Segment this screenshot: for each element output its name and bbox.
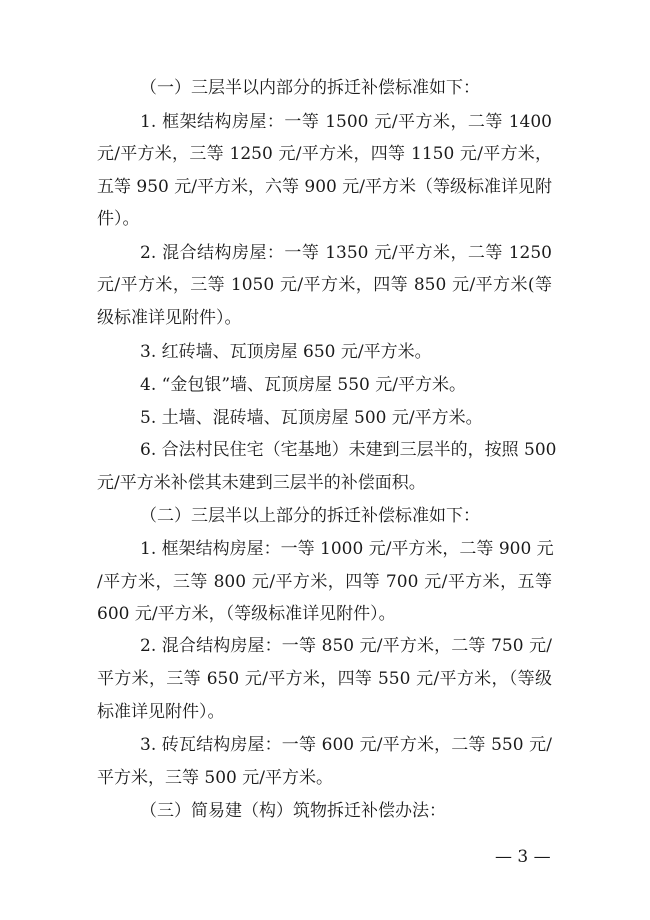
paragraph-line: 五等 950 元/平方米，六等 900 元/平方米（等级标准详见附 (97, 177, 552, 197)
paragraph-line: 元/平方米，三等 1050 元/平方米，四等 850 元/平方米(等 (97, 275, 552, 295)
paragraph-line: 3. 砖瓦结构房屋：一等 600 元/平方米，二等 550 元/ (140, 735, 552, 755)
page-number: — 3 — (495, 847, 551, 867)
paragraph-line: 2. 混合结构房屋：一等 1350 元/平方米，二等 1250 (140, 243, 552, 263)
paragraph-line: 1. 框架结构房屋：一等 1000 元/平方米，二等 900 元 (140, 539, 554, 559)
paragraph-line: /平方米，三等 800 元/平方米，四等 700 元/平方米，五等 (97, 572, 552, 592)
paragraph-line: 元/平方米补偿其未建到三层半的补偿面积。 (97, 473, 426, 493)
paragraph-line: 5. 土墙、混砖墙、瓦顶房屋 500 元/平方米。 (140, 408, 483, 428)
paragraph-line: 2. 混合结构房屋：一等 850 元/平方米，二等 750 元/ (140, 636, 552, 656)
section-heading-2: （二）三层半以上部分的拆迁补偿标准如下： (140, 506, 480, 526)
paragraph-line: 1. 框架结构房屋：一等 1500 元/平方米，二等 1400 (140, 112, 552, 132)
paragraph-line: 3. 红砖墙、瓦顶房屋 650 元/平方米。 (140, 342, 432, 362)
paragraph-line: 平方米，三等 500 元/平方米。 (97, 768, 333, 788)
section-heading-3: （三）简易建（构）筑物拆迁补偿办法： (140, 801, 446, 821)
paragraph-line: 级标准详见附件）。 (97, 308, 242, 328)
paragraph-line: 元/平方米，三等 1250 元/平方米，四等 1150 元/平方米， (97, 144, 552, 164)
paragraph-line: 6. 合法村民住宅（宅基地）未建到三层半的，按照 500 (140, 440, 557, 460)
paragraph-line: 4. “金包银”墙、瓦顶房屋 550 元/平方米。 (140, 375, 466, 395)
paragraph-line: 标准详见附件）。 (97, 702, 225, 722)
paragraph-line: 件）。 (97, 209, 140, 229)
section-heading-1: （一）三层半以内部分的拆迁补偿标准如下： (140, 78, 480, 98)
paragraph-line: 600 元/平方米，（等级标准详见附件）。 (97, 604, 396, 624)
paragraph-line: 平方米，三等 650 元/平方米，四等 550 元/平方米，（等级 (97, 669, 552, 689)
